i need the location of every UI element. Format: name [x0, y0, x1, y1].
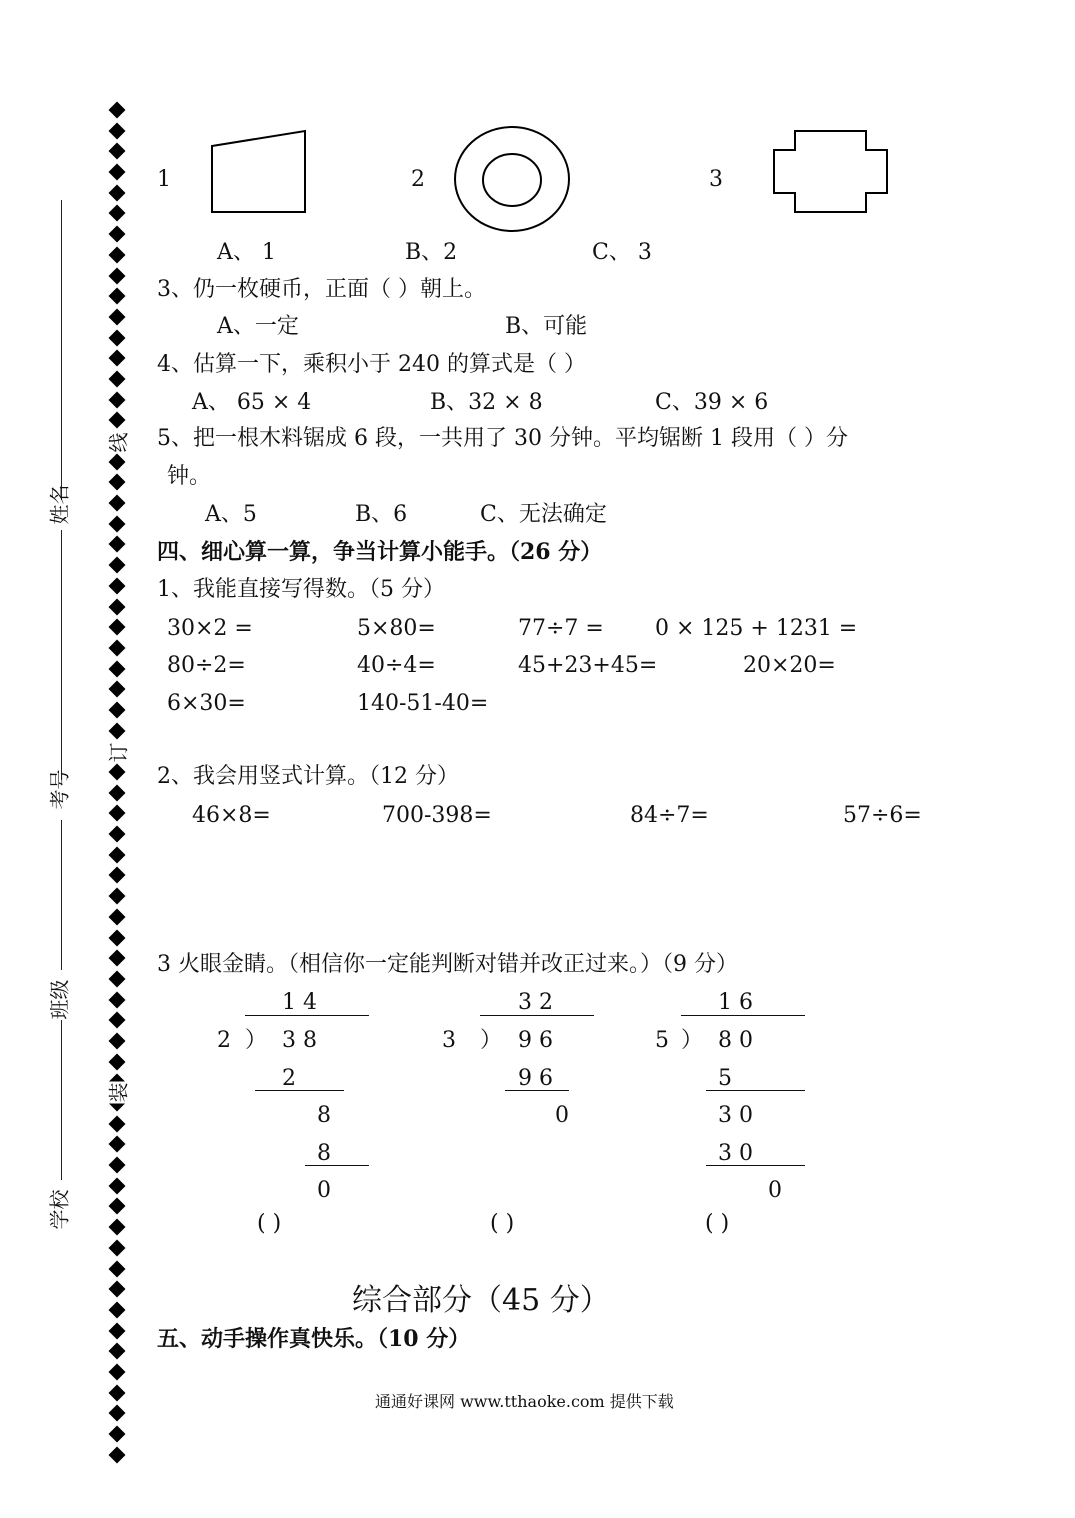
margin-line-mid [61, 530, 62, 780]
division-2-dividend: 9 6 [518, 1028, 553, 1053]
q5-option-b: B、6 [355, 502, 408, 527]
ring-outer-shape [455, 127, 569, 231]
division-1-divisor: 2 [217, 1028, 231, 1053]
division-2-answer: ( ) [490, 1211, 515, 1236]
division-2-quotient: 3 2 [518, 990, 553, 1015]
vertical-calc-item: 700-398= [382, 803, 492, 828]
division-2-line1 [505, 1090, 569, 1091]
shapes-figures [0, 0, 1075, 260]
division-1-line2 [305, 1165, 369, 1166]
oral-calc-item: 45+23+45= [518, 653, 658, 678]
margin-label-exam-no: 考号 [47, 769, 72, 810]
division-1-bracket: ） [245, 1028, 268, 1053]
binding-char-line: 线 [103, 432, 132, 454]
vertical-calc-item: 57÷6= [843, 803, 922, 828]
division-3-dividend: 8 0 [718, 1028, 753, 1053]
shape-option-b: B、2 [405, 240, 458, 265]
trapezoid-shape [212, 131, 305, 212]
part2-title: 2、我会用竖式计算。（12 分） [157, 764, 459, 789]
division-3-line1 [706, 1090, 805, 1091]
q5-option-c: C、无法确定 [480, 502, 607, 527]
ring-inner-shape [483, 154, 541, 206]
q4-option-b: B、32 × 8 [430, 390, 543, 415]
q3-option-b: B、可能 [505, 314, 588, 339]
q4-text: 4、估算一下，乘积小于 240 的算式是（ ） [157, 352, 586, 377]
margin-label-school: 学校 [47, 1189, 72, 1230]
division-3-bracket: ） [681, 1028, 704, 1053]
q5-text-line2: 钟。 [167, 464, 212, 489]
division-1-quotient: 1 4 [282, 990, 317, 1015]
binding-char-staple: 订 [103, 742, 132, 764]
division-2-divisor: 3 [442, 1028, 456, 1053]
binding-char-bind: 装 [103, 1082, 132, 1104]
q4-option-c: C、39 × 6 [655, 390, 769, 415]
division-2-bracket: ） [480, 1028, 503, 1053]
margin-line-bottom [61, 1020, 62, 1180]
division-3-step2: 3 0 [718, 1141, 753, 1166]
oral-calc-item: 77÷7 = [518, 616, 604, 641]
oral-calc-item: 6×30= [167, 691, 246, 716]
oral-calc-item: 5×80= [357, 616, 436, 641]
margin-line-lower [61, 820, 62, 970]
shape-label-1: 1 [157, 167, 171, 192]
q5-text-line1: 5、把一根木料锯成 6 段，一共用了 30 分钟。平均锯断 1 段用（ ）分 [157, 426, 848, 451]
division-1-step2: 8 [317, 1141, 331, 1166]
division-3-step1: 5 [718, 1066, 732, 1091]
section5-title: 五、动手操作真快乐。（10 分） [157, 1326, 471, 1352]
division-1-final: 0 [317, 1178, 331, 1203]
section4-title: 四、细心算一算，争当计算小能手。（26 分） [157, 539, 603, 565]
oral-calc-item: 20×20= [743, 653, 836, 678]
division-1-bar [245, 1015, 369, 1016]
part1-title: 1、我能直接写得数。（5 分） [157, 577, 445, 602]
shape-label-2: 2 [411, 167, 425, 192]
division-3-final: 0 [768, 1178, 782, 1203]
vertical-calc-item: 84÷7= [630, 803, 709, 828]
division-3-quotient: 1 6 [718, 990, 753, 1015]
division-1-line1 [255, 1090, 344, 1091]
division-2-bar [480, 1015, 594, 1016]
division-2-final: 0 [555, 1103, 569, 1128]
q4-option-a: A、 65 × 4 [192, 390, 312, 415]
division-1-dividend: 3 8 [282, 1028, 317, 1053]
cross-shape [774, 131, 887, 212]
division-1-answer: ( ) [257, 1211, 282, 1236]
margin-label-class: 班级 [47, 979, 72, 1020]
oral-calc-item: 80÷2= [167, 653, 246, 678]
q3-option-a: A、一定 [217, 314, 299, 339]
q5-option-a: A、5 [205, 502, 257, 527]
division-3-divisor: 5 [655, 1028, 669, 1053]
division-3-bar [681, 1015, 805, 1016]
oral-calc-item: 0 × 125 + 1231 = [655, 616, 858, 641]
division-1-step1: 2 [282, 1066, 296, 1091]
oral-calc-item: 40÷4= [357, 653, 436, 678]
oral-calc-item: 140-51-40= [357, 691, 489, 716]
vertical-calc-item: 46×8= [192, 803, 271, 828]
shape-option-c: C、 3 [592, 240, 652, 265]
shape-label-3: 3 [709, 167, 723, 192]
oral-calc-item: 30×2 = [167, 616, 253, 641]
division-3-answer: ( ) [705, 1211, 730, 1236]
division-1-remainder1: 8 [317, 1103, 331, 1128]
shape-option-a: A、 1 [217, 240, 276, 265]
part3-title: 3 火眼金睛。（相信你一定能判断对错并改正过来。）（9 分） [157, 952, 738, 977]
footer-text: 通通好课网 www.tthaoke.com 提供下载 [375, 1392, 674, 1411]
q3-text: 3、仍一枚硬币，正面（ ）朝上。 [157, 277, 486, 302]
margin-label-name: 姓名 [47, 484, 72, 525]
binding-diamonds [103, 104, 131, 1469]
division-3-line2 [706, 1165, 805, 1166]
division-2-step1: 9 6 [518, 1066, 553, 1091]
division-3-remainder1: 3 0 [718, 1103, 753, 1128]
composite-title: 综合部分（45 分） [352, 1283, 610, 1318]
